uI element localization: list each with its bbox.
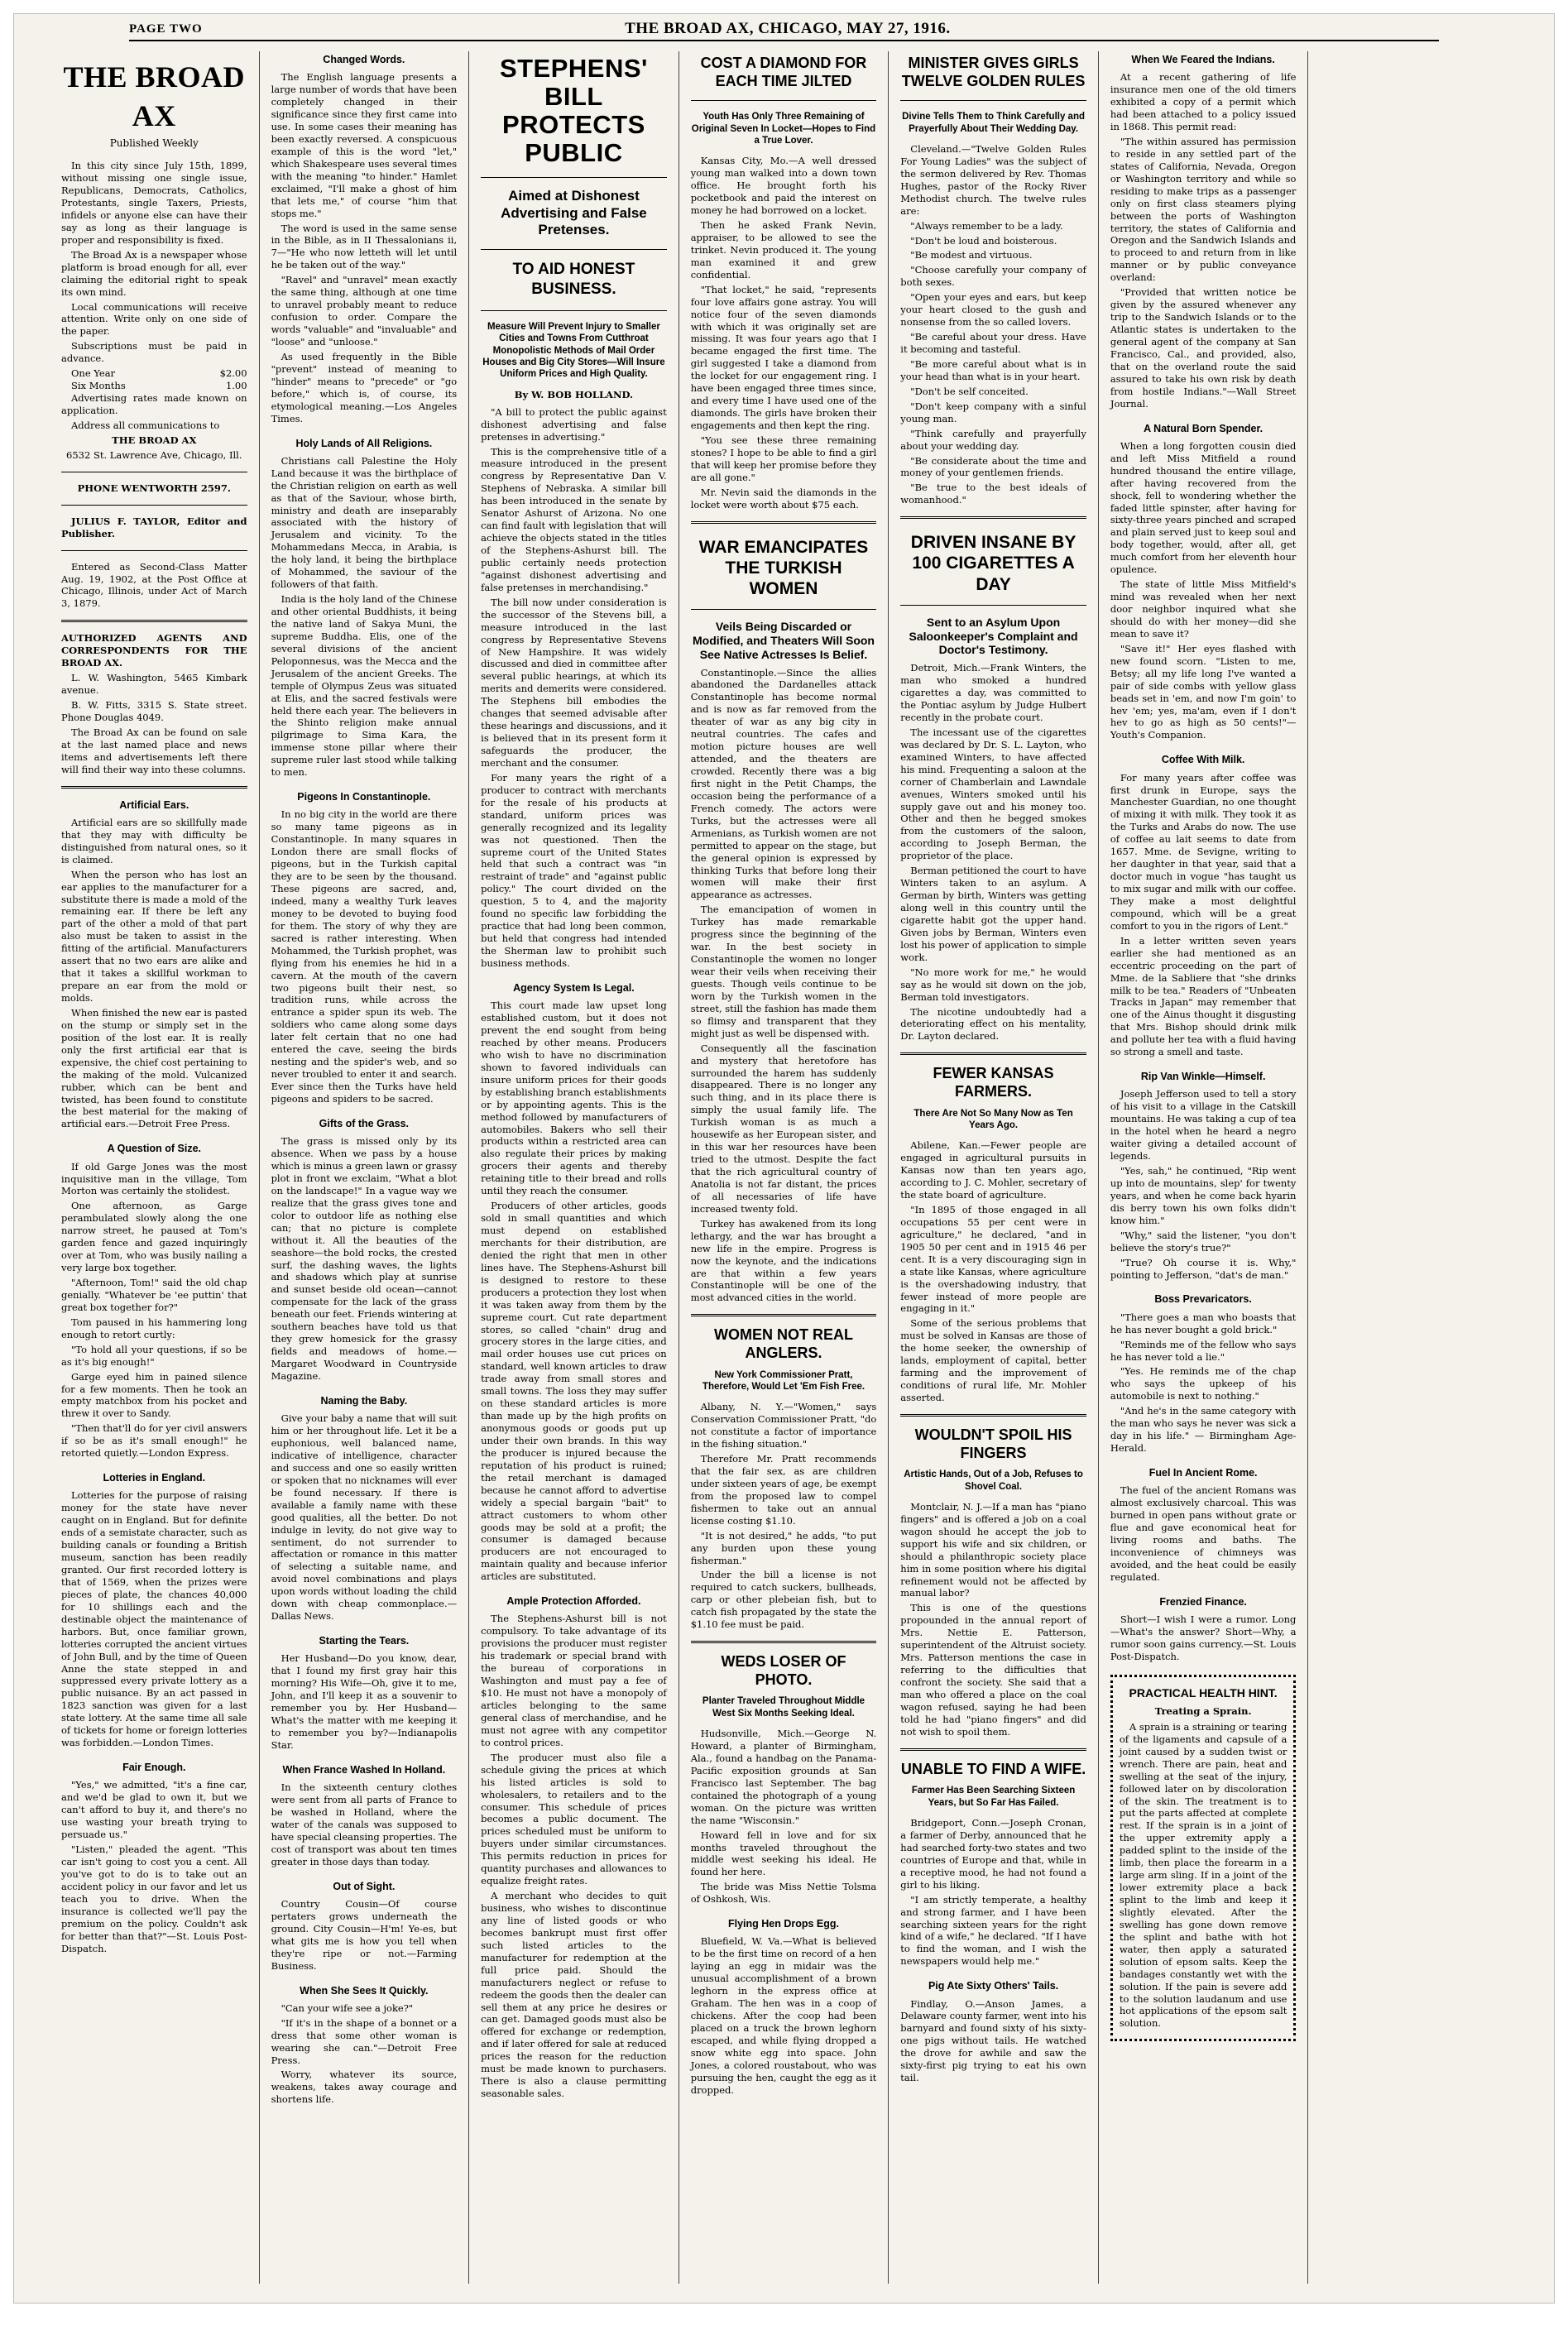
column-2 (260, 51, 470, 2284)
headline-golden-rules: MINISTER GIVES GIRLS TWELVE GOLDEN RULES (901, 55, 1086, 89)
stephens-paragraph: This court made law upset long established custom, but it does not prevent the end sought from being reached by other means. Producers who wish to have no discrimination shown to favored individuals can insure uniform prices for their goods by establishing branch establishments or by appointing agents. This is the method followed by manufacturers of automobiles. Bakers who sell their products within a restricted area can also regulate their prices by making grocers their agents and thereby retaining title to their bread and rolls until they reach the consumer. (481, 1000, 667, 1197)
subhead-protection: Ample Protection Afforded. (506, 1595, 641, 1608)
deck-fingers: Artistic Hands, Out of a Job, Refuses to Shovel Coal. (904, 1469, 1083, 1492)
article-paragraph: "And he's in the same category with the man who says he never was sick a day in his life." — Birmingham Age-Herald. (1110, 1405, 1297, 1455)
rule-paragraph: "Don't be loud and boisterous. (910, 234, 1057, 247)
column-6-articles (1110, 53, 1297, 1663)
article-paragraph: Garge eyed him in pained silence for a few moments. Then he took an empty matchbox from his pocket and threw it over to Sandy. (61, 1370, 247, 1420)
deck-dishonest-advertising: Aimed at Dishonest Advertising and False Pretenses. (501, 188, 647, 238)
rule-paragraph: "Open your eyes and ears, but keep your heart closed to the gush and nonsense from the so called lovers. (900, 291, 1086, 328)
photo-paragraph: Hudsonville, Mich.—George N. Howard, a planter of Birmingham, Ala., found a handbag on the Panama-Pacific exposition grounds at San Francisco last September. The bag contained the photograph of a young woman. On the picture was written the name "Wisconsin." (690, 1728, 877, 1826)
cigarettes-paragraph: The incessant use of the cigarettes was declared by Dr. S. L. Layton, who examined Winters, to have affected his mind. Frequenting a saloon at the corner of Chamberlain and Lawndale avenues, Winters smoked until his supply gave out and his money too. Other and then he begged smokes from the customers of the saloon, according to Joseph Berman, the proprietor of the place. (900, 726, 1086, 862)
article-title: Fuel In Ancient Rome. (1148, 1467, 1258, 1479)
rule-paragraph: "Choose carefully your company of both sexes. (900, 264, 1086, 289)
article-paragraph: "If it's in the shape of a bonnet or a dress that some other woman is wearing she can."—Detroit Free Press. (271, 2016, 458, 2066)
article-paragraph: If old Garge Jones was the most inquisitive man in the village, Tom Morton was certainly the stolidest. (61, 1160, 247, 1197)
masthead-paragraph: Local communications will receive attention. Write only on one side of the paper. (61, 300, 247, 338)
photo-paragraph: Howard fell in love and for six months traveled throughout the middle west seeking his ideal. He found her here. (690, 1829, 877, 1878)
rule-paragraph: "Think carefully and prayerfully about your wedding day. (900, 427, 1086, 452)
subhead-agency: Agency System Is Legal. (513, 981, 635, 994)
column-1 (50, 51, 260, 2284)
article-title: Holy Lands of All Religions. (295, 437, 433, 449)
photo-paragraph: The bride was Miss Nettie Tolsma of Oshkosh, Wis. (690, 1881, 877, 1906)
anglers-paragraph: Under the bill a license is not required to catch suckers, bullheads, carp or other plebeian fish, but to catch fish propagated by the state the $1.10 fee must be paid. (690, 1569, 877, 1631)
stephens-paragraph: Producers of other articles, goods sold in small quantities and which must depend on established merchants for their distribution, are denied the right that men in other lines have. The Stephens-Ashurst bill is designed to restore to these producers a protection they lost when it was taken away from them by the supreme court. Cut rate department stores, so called "chain" drug and grocery stores in the large cities, and mail order houses use cut prices on standard, well known articles to draw trade away from small stores and small towns. The loss they may suffer on these standard articles is more than made up by the high profits on anonymous goods or goods put up under their own brands. In this way the producer is injured because the reputation of his product is ruined; the retail merchant is damaged because he cannot afford to advertise widely a special bargain "bait" to attract customers to whom other goods may be sold at a profit; the consumer is damaged because producers are not encouraged to maintain quality and because inferior articles are substituted. (481, 1200, 667, 1583)
headline-fingers: WOULDN'T SPOIL HIS FINGERS (914, 1426, 1072, 1461)
article-title: Rip Van Winkle—Himself. (1140, 1071, 1266, 1083)
article-title: Coffee With Milk. (1161, 754, 1245, 766)
article-paragraph: "Afternoon, Tom!" said the old chap genially. "Whatever be 'ee puttin' that great box together for?" (61, 1277, 247, 1313)
stephens-paragraph: "A bill to protect the public against dishonest advertising and false pretenses in advertising." (481, 405, 667, 443)
article-paragraph: Lotteries for the purpose of raising money for the state have never caught on in England. But for definite ends of a semistate character, such as building canals or founding a British museum, sanction has been readily granted. Our first recorded lottery is that of 1569, when the prizes were pieces of plate, the chances 40,000 for 10 shillings each and the destinable object the maintenance of harbors. But, once familiar grown, lotteries corrupted the ancient virtues of John Bull, and by the time of Queen Anne the state stepped in and suppressed every private lottery as a public nuisance. By an act passed in 1823 sanction was given for a last state lottery. At the same time all sale of tickets for home or foreign lotteries was forbidden.—London Times. (61, 1489, 247, 1749)
health-paragraph: A sprain is a straining or tearing of the ligaments and capsule of a joint caused by a sudden twist or wrench. There are pain, heat and swelling at the seat of the injury, followed later on by discoloration of the skin. The treatment is to put the parts affected at complete rest. If the sprain is in a joint of the upper extremity apply a padded splint to the inside of the limb, then place the forearm in a large arm sling. If in a joint of the lower extremity place a back splint to the limb and keep it slightly elevated. After the swelling has gone down remove the splint and bathe with hot water, then apply a saturated solution of epsom salts. Keep the bandages constantly wet with the solution. If the pain is severe add to the solution laudanum and use hot applications of the epsom salt solution. (1119, 1720, 1287, 2030)
article-title: When We Feared the Indians. (1131, 54, 1275, 65)
deck-kansas: There Are Not So Many Now as Ten Years Ago. (913, 1108, 1073, 1130)
article-paragraph: When finished the new ear is pasted on the stump or simply set in the position of the lost ear. It is really only the first artificial ear that is expensive, the chief cost pertaining to the making of the mold. Vulcanized rubber, which can be bent and twisted, has been found to constitute the best material for the making of artificial ears.—Detroit Free Press. (61, 1006, 247, 1130)
fingers-paragraph: This is one of the questions propounded in the annual report of Mrs. Nettie E. Patterson, superintendent of the Altruist society. Mrs. Patterson mentions the case in referring to the difficulties that confront the society. She said that a man who offered a place on the coal wagon refused, saying he had been told he had "piano fingers" and did not wish to spoil them. (900, 1602, 1086, 1738)
masthead-paragraph: Subscriptions must be paid in advance. (61, 340, 247, 365)
article-paragraph: Artificial ears are so skillfully made that they may with difficulty be distinguished from natural ones, so it is claimed. (61, 816, 247, 865)
article-title: A Question of Size. (107, 1143, 201, 1155)
cigarettes-paragraph: "No more work for me," he would say as he would sit down on the job, Berman told investigators. (900, 966, 1086, 1003)
article-paragraph: "True? Oh course it is. Why," pointing to Jefferson, "dat's de man." (1110, 1256, 1297, 1281)
headline-photo: WEDS LOSER OF PHOTO. (721, 1653, 846, 1688)
hen-text (691, 1935, 877, 2096)
cigarettes-paragraph: The nicotine undoubtedly had a deteriorating effect on his mentality, Dr. Layton declared. (900, 1005, 1086, 1043)
rate-label: Six Months (71, 380, 126, 392)
kansas-paragraph: "In 1895 of those engaged in all occupations 55 per cent were in agriculture," he declared, "and in 1905 50 per cent and in 1915 46 per cent. It is a very discouraging sign in a state like Kansas, where agriculture is the overshadowing industry, that fewer instead of more people are engaging in it." (900, 1203, 1086, 1315)
diamond-paragraph: Mr. Nevin said the diamonds in the locket were worth about $75 each. (690, 486, 877, 511)
headline-stephens-bill: STEPHENS' BILL PROTECTS PUBLIC (499, 54, 648, 168)
article-paragraph: For many years after coffee was first drunk in Europe, says the Manchester Guardian, no one thought of mixing it with milk. They took it as the Turks and Arabs do now. The use of coffee au lait seems to date from 1657. Mme. de Sevigne, writing to her daughter in that year, said that a doctor much in vogue "has taught us to mix sugar and milk with our coffee. They make a most delightful compound, which will be a great comfort to you in the rigors of Lent." (1110, 771, 1297, 932)
article-paragraph: "Save it!" Her eyes flashed with new found scorn. "Listen to me, Betsy; all my life long I've wanted a pair of side combs with yellow glass beads set in 'em, and now I'm goin' to hev 'em; yes, ma'am, even if I don't hev to go as high as 50 cents!"—Youth's Companion. (1110, 642, 1297, 741)
article-paragraph: India is the holy land of the Chinese and other oriental Buddhists, it being the native land of Sakya Muni, the supreme Buddha. Elis, one of the several divisions of the ancient Peloponnesus, was the Mecca and the Jerusalem of the ancient Greeks. The temple of Olympus Zeus was situated at Elis, and the sacred festivals were held there each year. The believers in the Shinto religion make annual pilgrimage to Sima Kara, the immense stone pillar where their supreme ruler last stood while talking to men. (271, 593, 458, 779)
article-paragraph: Short—I wish I were a rumor. Long—What's the answer? Short—Why, a rumor soon gains currency.—St. Louis Post-Dispatch. (1110, 1613, 1297, 1662)
health-hint-box (1110, 1675, 1297, 2042)
masthead-title: THE BROAD AX (63, 60, 246, 132)
column-5 (889, 51, 1099, 2284)
rule-paragraph: "Don't keep company with a sinful young man. (900, 400, 1086, 424)
diamond-paragraph: "You see these three remaining stones? I hope to be able to find a girl that will keep her promise before they are all gone." (690, 434, 877, 483)
article-paragraph: "To hold all your questions, if so be as it's big enough!" (61, 1343, 247, 1368)
headline-diamond: COST A DIAMOND FOR EACH TIME JILTED (700, 55, 867, 89)
turkish-paragraph: The emancipation of women in Turkey has made remarkable progress since the beginning of the war. In the best society in Constantinople the women no longer wear their veils when receiving their guests. Though veils continue to be worn by the Turkish women in the street, still the fashion has made them so flimsy and transparent that they might just as well be dispensed with. (690, 904, 877, 1039)
deck-golden-rules: Divine Tells Them to Think Carefully and Prayerfully About Their Wedding Day. (902, 112, 1085, 134)
turkish-paragraph: Constantinople.—Since the allies abandoned the Dardanelles attack Constantinople has become normal and is now as far removed from the theater of war as any big city in neutral countries. The cafes and motion picture houses are well attended, and the theaters are crowded. Recently there was a big first night in the Petit Champs, the occasion being the performance of a French comedy. The actors were Turks, but the actresses were all Armenians, as Turkish women are not permitted to appear on the stage, but the general opinion is expressed by thinking Turks that before long their women will make their first appearance as actresses. (690, 666, 877, 901)
deck-cigarettes: Sent to an Asylum Upon Saloonkeeper's Complaint and Doctor's Testimony. (909, 615, 1078, 657)
agents-title: AUTHORIZED AGENTS AND CORRESPONDENTS FOR THE BROAD AX. (61, 632, 247, 669)
article-paragraph: The word is used in the same sense in the Bible, as in II Thessalonians ii, 7—"He who now letteth will let until he be taken out of the way." (271, 222, 458, 271)
running-head (129, 18, 1439, 41)
article-title: When She Sees It Quickly. (300, 1984, 429, 1997)
article-paragraph: The grass is missed only by its absence. When we pass by a house which is minus a green lawn or grassy plot in front we exclaim, "What a blot on the landscape!" In a vague way we realize that the grass gives tone and color to outdoor life as nothing else can; that no picture is complete without it. All the beauties of the seashore—the bold rocks, the crested surf, the dashing waves, the lights and shadows which play at sunrise and sunset beside old ocean—cannot compensate for the lack of the grass beneath our feet. Friends wintering at southern beaches have told us that they grew homesick for the grassy fields and meadows of home.—Margaret Woodward in Countryside Magazine. (271, 1135, 458, 1382)
columns (50, 51, 1518, 2284)
article-paragraph: "Reminds me of the fellow who says he has never told a lie." (1110, 1338, 1297, 1363)
article-title: When France Washed In Holland. (282, 1763, 446, 1776)
headline-anglers: WOMEN NOT REAL ANGLERS. (713, 1326, 853, 1361)
stephens-paragraph: A merchant who decides to quit business, who wishes to discontinue any line of listed goods or who becomes bankrupt must first offer such listed articles to the manufacturer for redemption at the full price paid. Should the manufacturers neglect or refuse to redeem the goods then the dealer can sell them at any price he desires or can get. Damaged goods must also be offered for exchange or redemption, and if later offered for sale at reduced prices the reason for the reduction must be made known to purchasers. There is also a clause permitting seasonable sales. (481, 1890, 667, 2100)
stephens-text-1 (481, 406, 667, 970)
health-hint-subtitle: Treating a Sprain. (1154, 1704, 1252, 1717)
article-paragraph: "The within assured has permission to reside in any settled part of the states of California, Nevada, Oregon or Washington territory and while so residing to make trips as a passenger only on first class steamers plying between the ports of Washington territory, the states of California and Oregon and the Sandwich Islands and to proceed to and return from in like manner or by public conveyance overland: (1110, 135, 1297, 284)
article-title: Fair Enough. (122, 1762, 186, 1774)
rule-paragraph: "Be true to the best ideals of womanhood." (900, 482, 1086, 506)
stephens-paragraph: For many years the right of a producer to contract with merchants for the resale of his products at standard, uniform prices was generally recognized and its legality was not questioned. Then the supreme court of the United States held that such a contract was "in restraint of trade" and "against public policy." The court divided on the question, 5 to 4, and the majority found no specific law forbidding the practice that had long been common, but held that congress had intended the Sherman law to prohibit such business methods. (481, 771, 667, 969)
article-title: Pigeons In Constantinople. (297, 791, 431, 803)
anglers-text (691, 1401, 877, 1631)
publication-name: THE BROAD AX (112, 434, 197, 446)
anglers-paragraph: "It is not desired," he adds, "to put any burden upon these young fisherman." (690, 1529, 877, 1566)
article-title: Gifts of the Grass. (319, 1117, 410, 1129)
dateline: THE BROAD AX, CHICAGO, MAY 27, 1916. (625, 20, 951, 37)
article-paragraph: In a letter written seven years earlier she had mentioned as an eccentric proceeding on the part of Mme. de la Sabliere that "she drinks milk to be tea." Readers of "Unbeaten Tracks in Japan" may remember that one of the Ainus thought it disgusting that Mrs. Bishop should drink milk and pollute her tea with a fluid having so strong a smell and taste. (1110, 934, 1297, 1058)
deck-measure: Measure Will Prevent Injury to Smaller Cities and Towns From Cutthroat Monopolistic Methods of Mail Order Houses and Big City Stores—Will Insure Uniform Prices and High Quality. (482, 321, 665, 380)
rate-label: One Year (71, 367, 116, 380)
deck-photo: Planter Traveled Throughout Middle West Six Months Seeking Ideal. (702, 1696, 866, 1719)
advertising-note: Advertising rates made known on application. (61, 392, 247, 416)
column-1-articles (61, 798, 247, 1955)
rule-paragraph: "Be considerate about the time and money of your gentlemen friends. (900, 454, 1086, 479)
rate-row (61, 367, 247, 380)
kansas-paragraph: Abilene, Kan.—Fewer people are engaged in agricultural pursuits in Kansas now than ten years ago, according to J. C. Mohler, secretary of the state board of agriculture. (900, 1139, 1086, 1201)
article-paragraph: "Yes. He reminds me of the chap who says the upkeep of his automobile is next to nothing." (1110, 1365, 1297, 1402)
anglers-paragraph: Albany, N. Y.—"Women," says Conservation Commissioner Pratt, "do not constitute a factor of importance in the fishing situation." (690, 1401, 877, 1450)
entry-note: Entered as Second-Class Matter Aug. 19, 1902, at the Post Office at Chicago, Illinois, under Act of March 3, 1879. (61, 560, 247, 610)
masthead-text (61, 160, 247, 365)
health-hint-title: PRACTICAL HEALTH HINT. (1129, 1685, 1278, 1700)
article-paragraph: "Why," said the listener, "you don't believe the story's true?" (1110, 1229, 1297, 1254)
agent-entry: L. W. Washington, 5465 Kimbark avenue. (61, 672, 247, 697)
article-paragraph: The fuel of the ancient Romans was almost exclusively charcoal. This was burned in open pans without grate or flue and gave economical heat for living rooms and baths. The inconvenience of chimneys was avoided, and the heat could be easily regulated. (1110, 1484, 1297, 1583)
cigarettes-paragraph: Berman petitioned the court to have Winters taken to an asylum. A German by birth, Winters was getting along well in this country until the cigarette habit got the upper hand. Given jobs by Berman, Winters even lost his power of application to simple work. (900, 865, 1086, 963)
rule-paragraph: "Be careful about your dress. Have it becoming and tasteful. (900, 331, 1086, 355)
article-paragraph: In the sixteenth century clothes were sent from all parts of France to be washed in Holland, where the water of the canals was supposed to have special cleansing properties. The cost of transport was about ten times greater in those days than today. (271, 1781, 458, 1867)
article-paragraph: Her Husband—Do you know, dear, that I found my first gray hair this morning? His Wife—Oh, give it to me, John, and I'll keep it as a souvenir to remember you by. Her Husband—What's the matter with me keeping it to remember you by?—Indianapolis Star. (271, 1652, 458, 1751)
deck-diamond: Youth Has Only Three Remaining of Original Seven In Locket—Hopes to Find a True Lover. (691, 112, 876, 146)
rule-paragraph: "Don't be self conceited. (910, 385, 1029, 397)
kansas-text (900, 1139, 1086, 1404)
article-paragraph: As used frequently in the Bible "prevent" instead of meaning to "hinder" means to "precede" or "go before," which is, of course, its etymological meaning.—Los Angeles Times. (271, 350, 458, 424)
column-3 (469, 51, 679, 2284)
turkish-text (691, 667, 877, 1305)
masthead-subtitle: Published Weekly (109, 137, 199, 149)
pig-paragraph: Findlay, O.—Anson James, a Delaware county farmer, went into his barnyard and found sixty of his sixty-one pigs without tails. He watched the drove for awhile and saw the sixty-first pig trying to eat his own tail. (900, 1997, 1086, 2084)
rate-price: $2.00 (219, 367, 247, 380)
column-7 (1308, 51, 1518, 2284)
deck-anglers: New York Commissioner Pratt, Therefore, Would Let 'Em Fish Free. (702, 1369, 866, 1392)
stephens-text-3 (481, 1613, 667, 2100)
headline-kansas: FEWER KANSAS FARMERS. (933, 1065, 1054, 1100)
article-paragraph: "Ravel" and "unravel" mean exactly the same thing, although at one time to unravel probably meant to reduce confusion to order. Compare the words "valuable" and "invaluable" and "loose" and "unloose." (271, 274, 458, 348)
masthead-paragraph: In this city since July 15th, 1899, without missing one single issue, Republicans, Democrats, Catholics, Protestants, single Taxers, Priests, infidels or anyone else can have their say as long as their language is proper and responsibility is fixed. (61, 160, 247, 246)
rule-paragraph: Cleveland.—"Twelve Golden Rules For Young Ladies" was the subject of the sermon delivered by Rev. Thomas Hughes, pastor of the Rocky River Methodist church. The twelve rules are: (900, 142, 1086, 217)
turkish-paragraph: Consequently all the fascination and mystery that heretofore has surrounded the harem has suddenly disappeared. There is no longer any such thing, and in its place there is simply the usual family life. The Turkish woman is as much a housewife as her European sister, and in this war her resources have been tried to the utmost. Despite the fact that the rich agricultural country of Anatolia is not far distant, the prices of all necessaries of life have increased twenty fold. (690, 1042, 877, 1215)
deck-turkish-women: Veils Being Discarded or Modified, and Theaters Will Soon See Native Actresses Is Belief. (692, 620, 875, 661)
subhead-pig: Pig Ate Sixty Others' Tails. (928, 1980, 1059, 1992)
article-title: Artificial Ears. (119, 798, 189, 811)
article-paragraph: In no big city in the world are there so many tame pigeons as in Constantinople. In many squares in London there are small flocks of pigeons, but in the Turkish capital they are to be seen by the thousand. These pigeons are sacred, and, indeed, many a wealthy Turk leaves money to be devoted to buying food for them. The story of why they are sacred is rather interesting. When Mohammed, the Turkish prophet, was flying from his enemies he hid in a cavern. At the mouth of the cavern two pigeons built their nest, so tradition runs, while across the entrance a spider spun its web. The soldiers who came along some days later felt certain that no one had entered the cave, seeing the birds nesting and the spider's web, and so never troubled to enter it and search. Ever since then the Turks have held pigeons and spiders to be sacred. (271, 808, 458, 1105)
subhead-hen: Flying Hen Drops Egg. (727, 1918, 840, 1930)
article-title: Naming the Baby. (320, 1394, 408, 1407)
cigarettes-text (900, 662, 1086, 1043)
article-paragraph: "Then that'll do for yer civil answers if so be as it's small enough!" he retorted quietly.—London Express. (61, 1422, 247, 1460)
article-paragraph: "Yes, sah," he continued, "Rip went up into de mountains, slep' for twenty years, and when he come back hyarin dis berry town his own folks didn't know him." (1110, 1165, 1297, 1226)
editor: JULIUS F. TAYLOR, Editor and Publisher. (61, 515, 247, 539)
article-paragraph: One afternoon, as Garge perambulated slowly along the one narrow street, he paused at Tom's garden fence and gazed inquiringly over at Tom, who was busily nailing a very large box together. (61, 1200, 247, 1274)
stephens-paragraph: This is the comprehensive title of a measure introduced in the present congress by Representative Dan V. Stephens of Nebraska. A similar bill has been introduced in the senate by Senator Ashurst of Arizona. No one can find fault with legislation that will achieve the objects stated in the titles of the Stephens-Ashurst bill. The public certainly needs protection "against dishonest advertising and false pretenses in merchandising." (481, 445, 667, 593)
article-paragraph: Christians call Palestine the Holy Land because it was the birthplace of the Christian religion on earth as well as that of the Saviour, whose birth, ministry and death are inseparably associated with the history of Jerusalem and vicinity. To the Mohammedans Mecca, in Arabia, is the holy land, it being the birthplace of Mohammed, the saviour of the followers of that faith. (271, 454, 458, 591)
stephens-paragraph: The bill now under consideration is the successor of the Stevens bill, a measure introduced in the last congress by Representative Stevens of New Hampshire. It was widely discussed and died in committee after several public hearings, at which its merits and demerits were considered. The Stephens bill embodies the changes that seemed advisable after these hearings and discussions, and it is believed that in its present form it safeguards the producer, the merchant and the consumer. (481, 596, 667, 769)
article-paragraph: Tom paused in his hammering long enough to retort curtly: (61, 1316, 247, 1340)
article-paragraph: At a recent gathering of life insurance men one of the old timers exhibited a copy of a permit which had been attached to a policy issued in 1868. This permit read: (1110, 71, 1297, 132)
masthead-paragraph: The Broad Ax is a newspaper whose platform is broad enough for all, ever claiming the editorial right to speak its own mind. (61, 248, 247, 298)
article-paragraph: Joseph Jefferson used to tell a story of his visit to a village in the Catskill mountains. He was taking a cup of tea in the hotel when he heard a negro waiter giving a detailed account of legends. (1110, 1088, 1297, 1163)
agent-entry: B. W. Fitts, 3315 S. State street. Phone Douglas 4049. (61, 699, 247, 723)
phone: PHONE WENTWORTH 2597. (77, 482, 231, 494)
deck-honest-business: TO AID HONEST BUSINESS. (512, 260, 635, 299)
anglers-paragraph: Therefore Mr. Pratt recommends that the fair sex, as are children under sixteen years of age, be exempt from the proposed law to compel fishermen to take out an annual license costing $1.10. (690, 1453, 877, 1527)
article-paragraph: Country Cousin—Of course pertaters grows underneath the ground. City Cousin—H'm! Ye-es, but what gits me is how you tell when they're ripe or not.—Farming Business. (271, 1897, 458, 1972)
fingers-paragraph: Montclair, N. J.—If a man has "piano fingers" and is offered a job on a coal wagon should he accept the job to support his wife and six children, or should a philanthropic society place him in some position where his digital refinement would not be affected by manual labor? (900, 1500, 1086, 1599)
article-paragraph: "Can your wife see a joke?" (281, 2002, 414, 2014)
column-4 (679, 51, 889, 2284)
article-paragraph: Give your baby a name that will suit him or her throughout life. Let it be a euphonious, well balanced name, indicative of intelligence, character and success and one so easily written or spoken that no nicknames will ever be found necessary. If there is available a family name with these good qualities, all the better. Do not indulge in levity, do not give way to sentiment, do not surrender to affectation or romance in this matter of selecting a suitable name, and avoid novel combinations and plays upon words without loading the child down with cheap commonplace.—Dallas News. (271, 1412, 458, 1623)
article-paragraph: Worry, whatever its source, weakens, takes away courage and shortens life. (271, 2069, 458, 2106)
rate-price: 1.00 (225, 380, 247, 392)
article-title: Lotteries in England. (103, 1472, 206, 1484)
article-paragraph: The state of little Miss Mitfield's mind was revealed when her next door neighbor inquired what she should do with her money—did she mean to save it? (1110, 578, 1297, 640)
article-title: Frenzied Finance. (1159, 1595, 1247, 1608)
byline: By W. BOB HOLLAND. (514, 388, 634, 400)
article-title: Boss Prevaricators. (1154, 1293, 1252, 1306)
wife-paragraph: "I am strictly temperate, a healthy and strong farmer, and I have been searching sixteen years for the right kind of a wife," he declared. "If I have to find the woman, and I wish the newspapers would help me." (900, 1893, 1086, 1968)
agents-list (61, 672, 247, 724)
fingers-text (900, 1501, 1086, 1738)
diamond-text (691, 155, 877, 511)
article-paragraph: "Listen," pleaded the agent. "This car isn't going to cost you a cent. All you've got to do is to take out an accident policy in our favor and let us teach you to drive. When the insurance is collected we'll pay the premium on the policy. Couldn't ask for better than that?"—St. Louis Post-Dispatch. (61, 1843, 247, 1954)
article-title: A Natural Born Spender. (1144, 422, 1264, 434)
diamond-paragraph: Kansas City, Mo.—A well dressed young man walked into a down town office. He brought forth his pocketbook and paid the interest on money he had borrowed on a locket. (690, 155, 877, 217)
pig-text (900, 1998, 1086, 2085)
health-hint-text (1120, 1721, 1287, 2030)
stephens-paragraph: The producer must also file a schedule giving the prices at which his listed articles is sold to wholesalers, to retailers and to the consumer. This schedule of prices becomes a public document. The prices scheduled must be uniform to buyers under similar circumstances. This permits reduction in prices for quantity purchases and allowances to equalize freight rates. (481, 1751, 667, 1887)
article-title: Changed Words. (323, 54, 405, 65)
wife-paragraph: Bridgeport, Conn.—Joseph Cronan, a farmer of Derby, announced that he had searched forty-two states and two countries of Europe and that, while in a receptive mood, he had not found a girl to his liking. (900, 1817, 1086, 1891)
headline-wife: UNABLE TO FIND A WIFE. (900, 1760, 1086, 1777)
sale-note: The Broad Ax can be found on sale at the last named place and news items and advertisements left there will find their way into these columns. (61, 726, 247, 775)
hen-paragraph: Bluefield, W. Va.—What is believed to be the first time on record of a hen laying an egg in midair was the unusual accomplishment of a brown leghorn in the express office at Graham. The hen was in a coop of chickens. After the coop had been placed on a truck the brown leghorn escaped, and while flying dropped a snow white egg into space. John Jones, a colored roustabout, who was pursuing the hen, caught the egg as it dropped. (690, 1935, 877, 2096)
page-label: PAGE TWO (129, 22, 203, 36)
stephens-text-2 (481, 1000, 667, 1583)
column-2-articles (271, 53, 458, 2106)
diamond-paragraph: Then he asked Frank Nevin, appraiser, to be allowed to see the trinket. Nevin produced it. The young man examined it and grew confidential. (690, 219, 877, 280)
stephens-paragraph: The Stephens-Ashurst bill is not compulsory. To take advantage of its provisions the producer must register his trademark or special brand with the bureau of corporations in Washington and must pay a fee of $10. He must not have a monopoly of articles belonging to the same general class of merchandise, and he must not agree with any competitor to control prices. (481, 1613, 667, 1748)
article-paragraph: When a long forgotten cousin died and left Miss Mitfield a round hundred thousand the entire village, after having recovered from the shock, fell to wondering whether the faded little spinster, after having for sixty-three years pinched and scraped and plain served just to keep soul and body together, would, after all, get much comfort from her eleventh hour opulence. (1110, 439, 1297, 576)
golden-rules-text (900, 143, 1086, 506)
address-note: Address all communications to (71, 419, 220, 431)
headline-turkish-women: WAR EMANCIPATES THE TURKISH WOMEN (698, 537, 869, 598)
headline-cigarettes: DRIVEN INSANE BY 100 CIGARETTES A DAY (910, 533, 1077, 594)
rule-paragraph: "Be more careful about what is in your head than what is in your heart. (900, 357, 1086, 382)
wife-text (900, 1817, 1086, 1968)
cigarettes-paragraph: Detroit, Mich.—Frank Winters, the man who smoked a hundred cigarettes a day, was committed to the Pontiac asylum by Judge Hulbert recently in the probate court. (900, 662, 1086, 723)
rule-paragraph: "Always remember to be a lady. (910, 219, 1063, 232)
article-paragraph: When the person who has lost an ear applies to the manufacturer for a substitute there is made a mold of the remaining ear. If there be left any part of the other a mold of that part also must be taken to assist in the fitting of the artificial. Manufacturers assert that no two ears are alike and that it takes a skillful workman to prepare an ear from the mold or molds. (61, 868, 247, 1004)
article-title: Out of Sight. (333, 1880, 396, 1892)
photo-text (691, 1728, 877, 1906)
article-paragraph: "There goes a man who boasts that he has never bought a gold brick." (1110, 1311, 1297, 1335)
article-title: Starting the Tears. (319, 1635, 410, 1647)
article-paragraph: The English language presents a large number of words that have been completely changed in their significance since they first came into use. In some cases their meaning has been exactly reversed. A conspicuous example of this is the word "let," which Shakespeare uses several times with the meaning "to hinder." Hamlet exclaimed, "I'll make a ghost of him that lets me," of course "him that stops me." (271, 71, 458, 219)
subscription-rates (61, 367, 247, 392)
rate-row (61, 380, 247, 392)
deck-wife: Farmer Has Been Searching Sixteen Years, but So Far Has Failed. (911, 1786, 1076, 1808)
column-6 (1099, 51, 1309, 2284)
address: 6532 St. Lawrence Ave, Chicago, Ill. (66, 448, 242, 461)
article-paragraph: "Yes," we admitted, "it's a fine car, and we'd be glad to own it, but we can't afford to buy it, and there's no use wasting your breath trying to persuade us." (61, 1779, 247, 1841)
turkish-paragraph: Turkey has awakened from its long lethargy, and the war has brought a new life in the empire. Progress is now the keynote, and the indications are that within a few years Constantinople will be one of the most advanced cities in the world. (690, 1217, 877, 1304)
rule-paragraph: "Be modest and virtuous. (910, 249, 1033, 261)
kansas-paragraph: Some of the serious problems that must be solved in Kansas are those of the home seeker, the ownership of lands, employment of capital, better farming and the improvement of conditions of rural life, Mr. Mohler asserted. (900, 1317, 1086, 1404)
article-paragraph: "Provided that written notice be given by the assured whenever any trip to the Sandwich Islands or to the Atlantic states is undertaken to the general agent of the company at San Francisco, Cal., and provided, also, that on the overland route the said assured to take his own risk by death from hostile Indians."—Wall Street Journal. (1110, 286, 1297, 410)
diamond-paragraph: "That locket," he said, "represents four love affairs gone astray. You will notice four of the seven diamonds with which it was originally set are missing. It was four years ago that I became engaged the first time. The girl suggested I take a diamond from the locket for our engagement ring. I have been engaged three times since, and every time I have used one of the diamonds. The girls have broken their engagements and then kept the ring. (690, 283, 877, 431)
newspaper-page (13, 13, 1555, 2304)
